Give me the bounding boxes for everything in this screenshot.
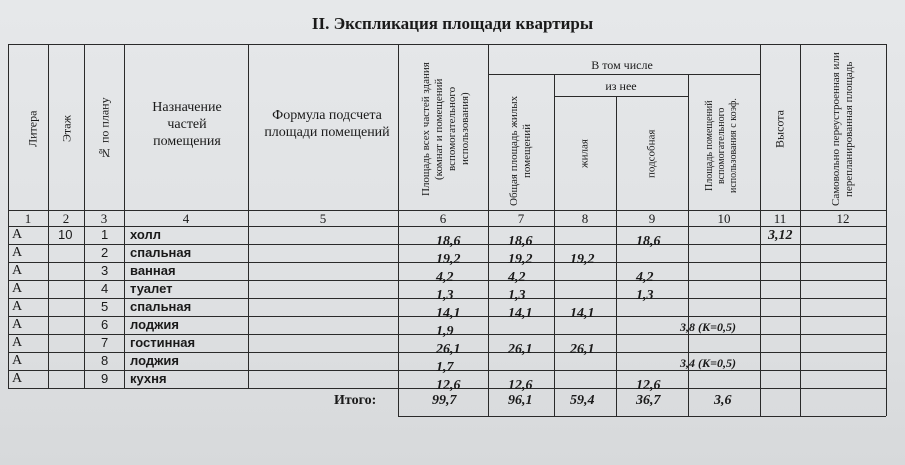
row-area-total: 4,2 xyxy=(436,270,454,285)
row-litera: А xyxy=(12,353,23,368)
column-line-7 xyxy=(554,210,555,416)
row-litera: А xyxy=(12,263,23,278)
row-area-auxiliary: 12,6 xyxy=(636,378,661,393)
row-name: ванная xyxy=(130,263,176,278)
column-number: 9 xyxy=(648,210,656,226)
row-litera: А xyxy=(12,245,23,260)
row-name: холл xyxy=(130,227,162,242)
row-name: гостинная xyxy=(130,335,196,350)
row-height: 3,12 xyxy=(768,228,793,243)
column-line-9 xyxy=(688,210,689,416)
row-nomer: 6 xyxy=(101,317,109,332)
column-number: 3 xyxy=(100,210,108,226)
header-vline-9 xyxy=(688,74,689,210)
row-nomer: 2 xyxy=(101,245,109,260)
row-etazh: 10 xyxy=(58,227,73,242)
total-area-auxiliary: 36,7 xyxy=(636,393,661,408)
header-vline-7 xyxy=(554,74,555,210)
header-ploshad-vseh: Площадь всех частей здания (комнат и помещений вспомогательного использования) xyxy=(420,62,471,196)
row-area-living-total: 14,1 xyxy=(508,306,533,321)
total-area-all: 99,7 xyxy=(432,393,457,408)
row-area-total: 18,6 xyxy=(436,234,461,249)
column-number: 5 xyxy=(319,210,327,226)
row-litera: А xyxy=(12,281,23,296)
row-area-total: 12,6 xyxy=(436,378,461,393)
column-line-6 xyxy=(488,44,489,416)
column-number: 10 xyxy=(717,210,731,226)
row-litera: А xyxy=(12,299,23,314)
row-area-living-total: 4,2 xyxy=(508,270,526,285)
row-area-total: 19,2 xyxy=(436,252,461,267)
row-area-loggia-coef: 3,4 (К=0,5) xyxy=(680,356,736,370)
header-naznachenie: Назначение частей помещения xyxy=(152,99,222,149)
row-nomer: 7 xyxy=(101,335,109,350)
total-area-loggia: 3,6 xyxy=(714,393,732,408)
column-line-11 xyxy=(800,44,801,416)
row-nomer: 9 xyxy=(101,371,109,386)
row-name: спальная xyxy=(130,245,192,260)
header-zhilaya: жилая xyxy=(578,139,591,169)
column-line-8 xyxy=(616,210,617,416)
header-nomer: № по плану xyxy=(97,97,112,161)
row-area-living-total: 12,6 xyxy=(508,378,533,393)
column-number: 11 xyxy=(773,210,787,226)
row-area-living-total: 19,2 xyxy=(508,252,533,267)
row-litera: А xyxy=(12,317,23,332)
header-formula: Формула подсчета площади помещений xyxy=(264,108,390,140)
table-border-top xyxy=(8,44,886,45)
page-title: II. Экспликация площади квартиры xyxy=(311,14,594,33)
total-area-living-total: 96,1 xyxy=(508,393,533,408)
column-number: 12 xyxy=(836,210,850,226)
row-name: лоджия xyxy=(130,353,179,368)
row-area-living: 14,1 xyxy=(570,306,595,321)
row-area-total: 1,3 xyxy=(436,288,454,303)
column-line-12 xyxy=(886,44,887,416)
header-podsobnaya: подсобная xyxy=(645,129,658,179)
row-name: спальная xyxy=(130,299,192,314)
header-obshaya: Общая площадь жилых помещений xyxy=(508,95,533,207)
row-area-auxiliary: 4,2 xyxy=(636,270,654,285)
header-iz-nee: из нее xyxy=(605,78,637,93)
row-name: лоджия xyxy=(130,317,179,332)
header-etazh: Этаж xyxy=(59,115,74,143)
column-number: 4 xyxy=(182,210,190,226)
row-litera: А xyxy=(12,227,23,242)
header-v-tom-chisle: В том числе xyxy=(591,57,653,72)
row-nomer: 3 xyxy=(101,263,109,278)
column-line-5 xyxy=(398,44,399,416)
total-label: Итого: xyxy=(334,393,377,408)
column-number: 6 xyxy=(439,210,447,226)
row-area-total: 1,9 xyxy=(436,324,454,339)
header-vspomog: Площадь помещений вспомогательного использования с коэф. xyxy=(704,98,739,194)
explication-table xyxy=(8,44,888,418)
row-area-loggia-coef: 3,8 (К=0,5) xyxy=(680,320,736,334)
row-area-living-total: 1,3 xyxy=(508,288,526,303)
row-area-living: 19,2 xyxy=(570,252,595,267)
row-area-total: 26,1 xyxy=(436,342,461,357)
row-name: кухня xyxy=(130,371,167,386)
row-nomer: 4 xyxy=(101,281,109,296)
total-area-living: 59,4 xyxy=(570,393,595,408)
header-vline-8 xyxy=(616,96,617,210)
column-number: 1 xyxy=(24,210,32,226)
row-name: туалет xyxy=(130,281,173,296)
header-divider-iz-nee xyxy=(554,96,688,97)
row-area-auxiliary: 18,6 xyxy=(636,234,661,249)
row-area-living-total: 18,6 xyxy=(508,234,533,249)
row-area-total: 1,7 xyxy=(436,360,454,375)
column-number: 2 xyxy=(62,210,70,226)
row-nomer: 8 xyxy=(101,353,109,368)
row-litera: А xyxy=(12,371,23,386)
row-nomer: 1 xyxy=(101,227,109,242)
row-area-total: 14,1 xyxy=(436,306,461,321)
row-area-living: 26,1 xyxy=(570,342,595,357)
total-bottom-line xyxy=(398,416,886,417)
row-area-auxiliary: 1,3 xyxy=(636,288,654,303)
row-litera: А xyxy=(12,335,23,350)
header-samovolno: Самовольно переустроенная или перепланированная площадь xyxy=(830,52,855,206)
header-vysota: Высота xyxy=(772,110,787,148)
row-nomer: 5 xyxy=(101,299,109,314)
column-number: 8 xyxy=(581,210,589,226)
column-number: 7 xyxy=(517,210,525,226)
row-area-living-total: 26,1 xyxy=(508,342,533,357)
header-litera: Литера xyxy=(25,110,40,148)
column-line-10 xyxy=(760,44,761,416)
header-divider-v-tom-chisle xyxy=(488,74,760,75)
